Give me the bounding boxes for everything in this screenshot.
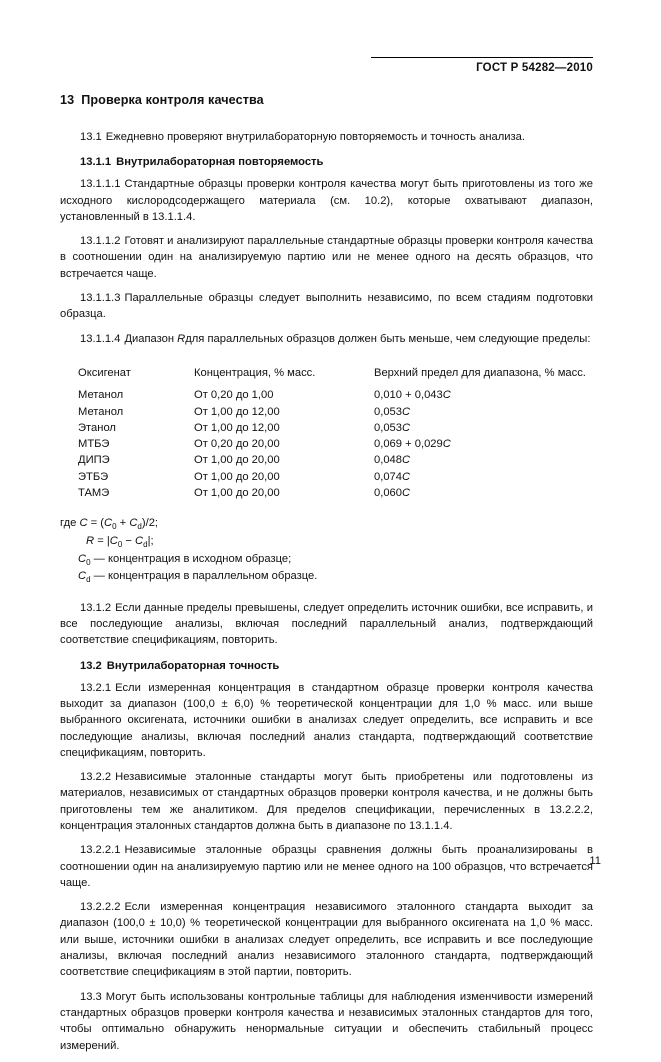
standard-code: ГОСТ Р 54282—2010: [476, 62, 593, 74]
variable-c: C: [442, 389, 451, 402]
cell-concentration: От 1,00 до 20,00: [194, 470, 280, 483]
paragraph-text: Параллельные образцы следует выполнить независимо, по всем стадиям подготовки образца.: [60, 292, 593, 321]
paragraph-13-2-2-1: [60, 842, 593, 891]
cell-concentration: От 1,00 до 12,00: [194, 421, 280, 434]
symbol-cd: C: [129, 517, 138, 530]
formula-line-c: где $C = (C_0 + C_d)/2$;: [60, 517, 159, 532]
paragraph-13-1-1-4: [60, 331, 593, 347]
table-row: [60, 436, 593, 452]
cell-concentration: От 0,20 до 1,00: [194, 389, 274, 402]
variable-c: C: [402, 454, 411, 467]
symbol-c0: C: [109, 534, 118, 547]
definition-text: — концентрация в исходном образце;: [93, 552, 292, 565]
formula-definitions: [60, 515, 593, 585]
variable-c: C: [402, 405, 411, 418]
paragraph-13-2-2-2: [60, 899, 593, 980]
table-row: [60, 485, 593, 501]
paragraph-number: 13.3: [80, 990, 102, 1003]
cell-upper-limit: 0,074C: [374, 470, 411, 483]
cell-upper-limit: 0,048C: [374, 454, 411, 467]
table-row: [60, 420, 593, 436]
subscript-d: d: [137, 522, 142, 532]
paragraph-13-2-1: [60, 680, 593, 761]
cell-oxygenate: Метанол: [78, 389, 124, 402]
subscript-0: 0: [112, 522, 117, 532]
paragraph-13-1-1-1: [60, 176, 593, 225]
paragraph-13-1-1-2: [60, 233, 593, 282]
subscript-0: 0: [117, 539, 123, 549]
page-header: [371, 57, 593, 74]
heading-number: 13.1.1: [80, 156, 112, 169]
symbol-c0: C: [78, 552, 87, 565]
subscript-0: 0: [86, 557, 91, 567]
table-body: [60, 387, 593, 501]
section-title-text: Проверка контроля качества: [81, 93, 264, 107]
section-number: 13: [60, 93, 75, 107]
cell-oxygenate: МТБЭ: [78, 438, 110, 451]
paragraph-number: 13.1.1.2: [80, 235, 121, 248]
cell-oxygenate: Метанол: [78, 405, 124, 418]
heading-number: 13.2: [80, 659, 102, 672]
paragraph-13-1-2: [60, 600, 593, 649]
paragraph-13-3: [60, 989, 593, 1054]
paragraph-number: 13.2.2.1: [80, 844, 121, 857]
paragraph-text: Независимые эталонные образцы сравнения должны быть проанализированы в соотношении один на анализируемую партию или не менее одного на 100 образцов, что встречается чаще.: [60, 844, 593, 889]
definition-cd: [60, 568, 593, 586]
variable-r: R: [177, 332, 186, 345]
heading-13-2: [60, 660, 593, 672]
column-header-concentration: Концентрация, % масс.: [194, 366, 316, 379]
paragraph-text: Если данные пределы превышены, следует определить источник ошибки, все исправить, и все последующие анализы, включая последний параллельный анализ, подтверждающий соответствие спецификациям, повторить.: [60, 601, 593, 647]
paragraph-text: Если измеренная концентрация в стандартном образце проверки контроля качества выходит за диапазон (100,0 ± 6,0) % теоретической концентрации для 1,0 % масс. или выше выбранного оксигената, источники ошибки в анализах следует определить, все исправить и все последующие анализы, включая последний анализ стандарта, подтверждающий соответствие спецификациям, повторить.: [60, 681, 593, 759]
page-title: [60, 93, 593, 107]
cell-upper-limit: 0,053C: [374, 421, 411, 434]
column-header-oxygenate: Оксигенат: [78, 366, 131, 379]
paragraph-number: 13.1.1.3: [80, 292, 121, 305]
variable-c: C: [402, 487, 411, 500]
definition-text: — концентрация в параллельном образце.: [93, 570, 318, 583]
paragraph-number: 13.1.2: [80, 601, 112, 614]
cell-oxygenate: ЭТБЭ: [78, 470, 109, 483]
paragraph-text-before: Диапазон: [124, 332, 175, 345]
symbol-c0: C: [104, 517, 113, 530]
paragraph-text-after: для параллельных образцов должен быть меньше, чем следующие пределы:: [185, 332, 591, 345]
cell-upper-limit: 0,069 + 0,029C: [374, 438, 451, 451]
column-header-upper-limit: Верхний предел для диапазона, % масс.: [374, 366, 586, 379]
paragraph-number: 13.1.1.1: [80, 178, 121, 191]
where-label: где: [60, 517, 77, 530]
paragraph-number: 13.1: [80, 131, 102, 143]
paragraph-text: Стандартные образцы проверки контроля качества могут быть приготовлены из того же исходного кислородсодержащего материала (см. 10.2), которые охватывают диапазон, установленный в 13.1.1.4.: [60, 178, 593, 223]
cell-oxygenate: Этанол: [78, 421, 116, 434]
cell-oxygenate: ТАМЭ: [78, 487, 110, 500]
cell-concentration: От 1,00 до 20,00: [194, 454, 280, 467]
table-row: [60, 404, 593, 420]
paragraph-number: 13.2.1: [80, 681, 112, 694]
definition-c0: [60, 551, 593, 569]
symbol-cd: C: [78, 570, 87, 583]
page-content: [60, 93, 593, 1062]
cell-upper-limit: 0,010 + 0,043C: [374, 389, 451, 402]
paragraph-text: Если измеренная концентрация независимого эталонного стандарта выходит за диапазон (100,0 ± 10,0) % теоретической концентрации для выбранного оксигената на 1,0 % масс. или выше, источники ошибки в анализах следует определить, все исправить и все последующие анализы, включая последний анализ независимого эталонного стандарта, подтверждающий соответствие спецификациям в этой партии, повторить.: [60, 901, 593, 979]
cell-concentration: От 1,00 до 12,00: [194, 405, 280, 418]
paragraph-13-1: [60, 129, 593, 145]
paragraph-number: 13.1.1.4: [80, 332, 121, 345]
table-header-row: [60, 365, 593, 387]
paragraph-text: Независимые эталонные стандарты могут быть приобретены или подготовлены из материалов, независимых от стандартных образцов проверки контроля качества, и не должны быть приготовлены тем же аналитиком. Для пределов спецификации, перечисленных в 13.2.2.2, концентрация эталонных стандартов должна быть в диапазоне по 13.1.1.4.: [60, 771, 593, 832]
paragraph-13-1-1-3: [60, 290, 593, 323]
variable-c: C: [402, 470, 411, 483]
subscript-d: d: [86, 575, 91, 585]
heading-13-1-1: [60, 156, 593, 168]
paragraph-number: 13.2.2: [80, 771, 112, 784]
cell-concentration: От 0,20 до 20,00: [194, 438, 280, 451]
symbol-c: C: [79, 517, 88, 530]
paragraph-text: Ежедневно проверяют внутрилабораторную повторяемость и точность анализа.: [105, 131, 525, 143]
table-row: [60, 387, 593, 403]
paragraph-text: Могут быть использованы контрольные таблицы для наблюдения изменчивости измерений стандартных образцов проверки контроля качества и независимых эталонных стандартов для того, чтобы оптимально обнаружить ненормальные ситуации и обеспечить стабильный процесс измерений.: [60, 990, 593, 1052]
paragraph-text: Готовят и анализируют параллельные стандартные образцы проверки контроля качества в соотношении один на анализируемую партию или не менее одного на десять образцов, что встречается чаще.: [60, 235, 593, 280]
table-row: [60, 469, 593, 485]
table-row: [60, 452, 593, 468]
paragraph-number: 13.2.2.2: [80, 901, 121, 914]
variable-c: C: [402, 421, 411, 434]
page-number: 11: [589, 855, 601, 867]
heading-text: Внутрилабораторная повторяемость: [116, 156, 324, 169]
subscript-d: d: [143, 539, 148, 549]
formula-line-r: $R = |C_0 - C_d|$;: [86, 534, 154, 549]
variable-c: C: [442, 438, 451, 451]
heading-text: Внутрилабораторная точность: [106, 659, 280, 672]
cell-oxygenate: ДИПЭ: [78, 454, 110, 467]
repeatability-limits-table: [60, 365, 593, 501]
cell-upper-limit: 0,060C: [374, 487, 411, 500]
paragraph-13-2-2: [60, 769, 593, 834]
symbol-r: R: [86, 534, 95, 547]
symbol-cd: C: [135, 534, 144, 547]
cell-concentration: От 1,00 до 20,00: [194, 487, 280, 500]
cell-upper-limit: 0,053C: [374, 405, 411, 418]
